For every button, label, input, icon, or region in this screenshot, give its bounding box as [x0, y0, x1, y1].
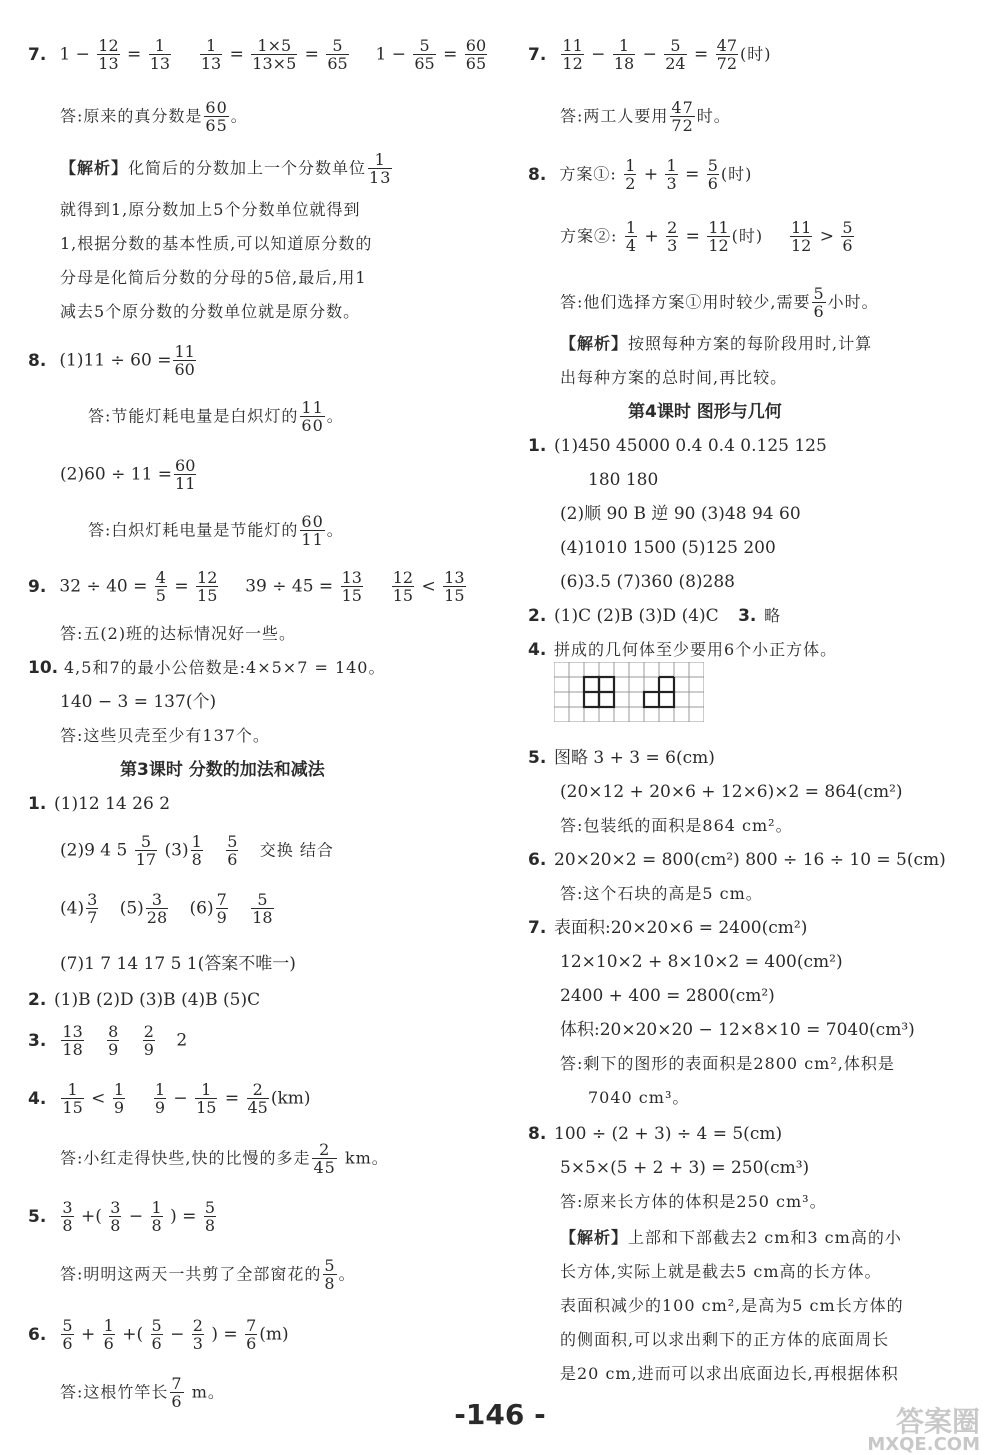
s4q8-line1: 8. 100 ÷ (2 + 3) ÷ 4 = 5(cm): [528, 1124, 783, 1144]
s4q8-answer: 答:原来长方体的体积是250 cm³。: [560, 1192, 827, 1211]
analysis-line: 1,根据分数的基本性质,可以知道原分数的: [60, 234, 373, 253]
fraction: $\frac{5}{6}$: [813, 284, 825, 321]
fraction: $\frac{5}{24}$: [665, 36, 686, 73]
fraction: $\frac{1\times 5}{13\times 5}$: [252, 36, 297, 73]
s4q7-line1: 7. 表面积:20×20×6 = 2400(cm²): [528, 918, 808, 938]
analysis-line: 减去5个原分数的分数单位就是原分数。: [60, 302, 361, 321]
s4q2: 2. (1)C (2)B (3)D (4)C 3. 略: [528, 606, 782, 626]
r-q7: 7. $\frac{11}{12}$ − $\frac{1}{18}$ − $\frac{5}{24}$ = $\frac{47}{72}$ (时): [528, 36, 772, 73]
watermark-logo: 答案圈 MXQE.COM: [867, 1405, 980, 1455]
fraction: $\frac{1}{13}$: [149, 36, 171, 73]
s4q1-line1: 1. (1)450 45000 0.4 0.4 0.125 125: [528, 436, 827, 456]
q9-equation: 9. 32 ÷ 40 = $\frac{4}{5}$ = $\frac{12}{15}$ 39 ÷ 45 = $\frac{13}{15}$ $\frac{12}{15}$ < $\frac{13}{15}$: [28, 568, 465, 605]
s3q1-line1: 1. (1)12 14 26 2: [28, 794, 171, 814]
s3q1-line3: (4) $\frac{3}{7}$ (5) $\frac{3}{28}$ (6) $\frac{7}{9}$ $\frac{5}{18}$: [60, 890, 273, 927]
q8-answer1: 答:节能灯耗电量是白炽灯的 $\frac{11}{60}$ 。: [88, 398, 344, 435]
s3q4-answer: 答:小红走得快些,快的比慢的多走 $\frac{2}{45}$ km。: [60, 1140, 389, 1177]
s4q1-line3: (2)顺 90 B 逆 90 (3)48 94 60: [560, 504, 801, 524]
fraction: $\frac{5}{8}$: [204, 1198, 216, 1235]
fraction: $\frac{47}{72}$: [716, 36, 738, 73]
fraction: $\frac{1}{4}$: [625, 218, 636, 255]
s3q4: 4. $\frac{1}{15}$ < $\frac{1}{9}$ $\frac{1}{9}$ − $\frac{1}{15}$ = $\frac{2}{45}$ (km): [28, 1080, 311, 1117]
q10-answer: 答:这些贝壳至少有137个。: [60, 726, 270, 745]
fraction: $\frac{7}{6}$: [246, 1316, 257, 1353]
question-number: 9.: [28, 576, 47, 597]
fraction: $\frac{5}{65}$: [327, 36, 348, 73]
question-number: 6.: [528, 850, 547, 870]
r-q7-answer: 答:两工人要用 $\frac{47}{72}$ 时。: [560, 98, 731, 135]
r-q8-plan1: 8. 方案①: $\frac{1}{2}$ + $\frac{1}{3}$ = $\frac{5}{6}$ (时): [528, 156, 753, 193]
fraction: $\frac{1}{13}$: [369, 150, 392, 187]
fraction: $\frac{5}{6}$: [151, 1316, 162, 1353]
analysis-line: 的侧面积,可以求出剩下的正方体的底面周长: [560, 1330, 890, 1349]
question-number: 5.: [28, 1206, 47, 1227]
s4q8-line2: 5×5×(5 + 2 + 3) = 250(cm³): [560, 1158, 810, 1178]
question-number: 5.: [528, 748, 547, 768]
q8-answer2: 答:白炽灯耗电量是节能灯的 $\frac{60}{11}$ 。: [88, 512, 344, 549]
section-title: 第3课时 分数的加法和减法: [120, 760, 325, 780]
fraction: $\frac{5}{6}$: [62, 1316, 73, 1353]
section-title: 第4课时 图形与几何: [628, 402, 782, 422]
fraction: $\frac{11}{12}$: [562, 36, 583, 73]
fraction: $\frac{5}{8}$: [324, 1256, 336, 1293]
question-number: 10.: [28, 658, 59, 678]
fraction: $\frac{1}{13}$: [200, 36, 222, 73]
s3q1-line4: (7)1 7 14 17 5 1(答案不唯一): [60, 954, 296, 974]
question-number: 3.: [28, 1030, 47, 1051]
fraction: $\frac{11}{12}$: [708, 218, 729, 255]
fraction: $\frac{3}{7}$: [87, 890, 98, 927]
s4q4: 4. 拼成的几何体至少要用6个小正方体。: [528, 640, 838, 660]
s3q2: 2. (1)B (2)D (3)B (4)B (5)C: [28, 990, 261, 1010]
s4q7-line4: 体积:20×20×20 − 12×8×10 = 7040(cm³): [560, 1020, 915, 1040]
s3q6: 6. $\frac{5}{6}$ + $\frac{1}{6}$ +( $\frac{5}{6}$ − $\frac{2}{3}$ ) = $\frac{7}{6}$ (m): [28, 1316, 289, 1353]
s4q7-answer-cont: 7040 cm³。: [588, 1088, 690, 1107]
q10-line2: 140 − 3 = 137(个): [60, 692, 217, 712]
fraction: $\frac{1}{8}$: [151, 1198, 162, 1235]
fraction: $\frac{5}{65}$: [414, 36, 435, 73]
fraction: $\frac{5}{18}$: [252, 890, 273, 927]
fraction: $\frac{5}{6}$: [842, 218, 853, 255]
s4q7-line2: 12×10×2 + 8×10×2 = 400(cm²): [560, 952, 843, 972]
fraction: $\frac{1}{8}$: [191, 832, 202, 869]
q8-part2: (2)60 ÷ 11 = $\frac{60}{11}$: [60, 456, 196, 493]
question-number: 6.: [28, 1324, 47, 1345]
fraction: $\frac{60}{65}$: [205, 98, 228, 135]
fraction: $\frac{5}{17}$: [135, 832, 157, 869]
question-number: 8.: [528, 164, 547, 185]
page-number: -146 -: [454, 1398, 546, 1431]
question-number: 4.: [528, 640, 547, 660]
s3q1-line2: (2)9 4 5 $\frac{5}{17}$ (3) $\frac{1}{8}$ $\frac{5}{6}$ 交换 结合: [60, 832, 334, 869]
fraction: $\frac{1}{2}$: [625, 156, 636, 193]
s4q6-answer: 答:这个石块的高是5 cm。: [560, 884, 763, 903]
fraction: $\frac{13}{18}$: [62, 1022, 83, 1059]
q7-answer: 答:原来的真分数是 $\frac{60}{65}$ 。: [60, 98, 248, 135]
fraction: $\frac{60}{11}$: [175, 456, 196, 493]
s4q1-line4: (4)1010 1500 (5)125 200: [560, 538, 776, 558]
question-number: 8.: [528, 1124, 547, 1144]
fraction: $\frac{60}{65}$: [465, 36, 487, 73]
fraction: $\frac{11}{12}$: [790, 218, 812, 255]
q10-line1: 10. 4,5和7的最小公倍数是:4×5×7 = 140。: [28, 658, 386, 678]
s4q1-line5: (6)3.5 (7)360 (8)288: [560, 572, 735, 592]
s4q5-line2: (20×12 + 20×6 + 12×6)×2 = 864(cm²): [560, 782, 903, 802]
s4q5-answer: 答:包装纸的面积是864 cm²。: [560, 816, 793, 835]
fraction: $\frac{13}{15}$: [341, 568, 362, 605]
analysis-line: 分母是化简后分数的分母的5倍,最后,用1: [60, 268, 367, 287]
analysis-line: 就得到1,原分数加上5个分数单位就得到: [60, 200, 361, 219]
fraction: $\frac{1}{9}$: [113, 1080, 125, 1117]
fraction: $\frac{2}{3}$: [667, 218, 678, 255]
fraction: $\frac{13}{15}$: [444, 568, 465, 605]
analysis-line: 表面积减少的100 cm²,是高为5 cm长方体的: [560, 1296, 904, 1315]
question-number: 4.: [28, 1088, 47, 1109]
analysis-line: 长方体,实际上就是截去5 cm高的长方体。: [560, 1262, 882, 1281]
fraction: $\frac{1}{9}$: [154, 1080, 166, 1117]
fraction: $\frac{12}{15}$: [197, 568, 218, 605]
fraction: $\frac{2}{45}$: [313, 1140, 336, 1177]
question-number: 2.: [28, 990, 47, 1010]
question-number: 7.: [28, 44, 47, 65]
fraction: $\frac{1}{3}$: [666, 156, 677, 193]
fraction: $\frac{5}{6}$: [707, 156, 718, 193]
q7-equation: 7. 1 − $\frac{12}{13}$ = $\frac{1}{13}$ $\frac{1}{13}$ = $\frac{1\times 5}{13\times 5}$ = $\frac{5}{65}$ 1 − $\frac{5}{65}$ = $\frac{60}{65}$: [28, 36, 487, 73]
fraction: $\frac{12}{13}$: [98, 36, 119, 73]
fraction: $\frac{11}{60}$: [301, 398, 324, 435]
s4q5-line1: 5. 图略 3 + 3 = 6(cm): [528, 748, 715, 768]
s3q5: 5. $\frac{3}{8}$ +( $\frac{3}{8}$ − $\frac{1}{8}$ ) = $\frac{5}{8}$: [28, 1198, 216, 1235]
r-q8-answer: 答:他们选择方案①用时较少,需要 $\frac{5}{6}$ 小时。: [560, 284, 879, 321]
fraction: $\frac{3}{28}$: [146, 890, 168, 927]
fraction: $\frac{7}{9}$: [216, 890, 227, 927]
fraction: $\frac{60}{11}$: [301, 512, 324, 549]
s4q6-line1: 6. 20×20×2 = 800(cm²) 800 ÷ 16 ÷ 10 = 5(cm): [528, 850, 946, 870]
fraction: $\frac{3}{8}$: [110, 1198, 121, 1235]
q8-part1: 8. (1)11 ÷ 60 = $\frac{11}{60}$: [28, 342, 195, 379]
fraction: $\frac{12}{15}$: [392, 568, 414, 605]
fraction: $\frac{1}{6}$: [103, 1316, 114, 1353]
cube-view-grid-figure: [554, 662, 704, 722]
s4q1-line2: 180 180: [588, 470, 659, 490]
r-q8-plan2: 方案②: $\frac{1}{4}$ + $\frac{2}{3}$ = $\frac{11}{12}$ (时) $\frac{11}{12}$ > $\frac{5}{6}$: [560, 218, 853, 255]
analysis-line: 出每种方案的总时间,再比较。: [560, 368, 788, 387]
fraction: $\frac{11}{60}$: [174, 342, 195, 379]
s3q3: 3. $\frac{13}{18}$ $\frac{8}{9}$ $\frac{2}{9}$ 2: [28, 1022, 188, 1059]
r-q8-analysis: 【解析】按照每种方案的每阶段用时,计算: [560, 334, 873, 353]
s3q5-answer: 答:明明这两天一共剪了全部窗花的 $\frac{5}{8}$ 。: [60, 1256, 356, 1293]
fraction: $\frac{1}{15}$: [196, 1080, 217, 1117]
fraction: $\frac{1}{18}$: [613, 36, 635, 73]
fraction: $\frac{2}{45}$: [247, 1080, 268, 1117]
fraction: $\frac{2}{3}$: [192, 1316, 203, 1353]
q7-analysis: 【解析】化简后的分数加上一个分数单位 $\frac{1}{13}$: [60, 150, 392, 187]
question-number: 2.: [528, 606, 547, 626]
fraction: $\frac{7}{6}$: [171, 1374, 183, 1411]
question-number: 1.: [528, 436, 547, 456]
fraction: $\frac{5}{6}$: [227, 832, 238, 869]
fraction: $\frac{47}{72}$: [671, 98, 694, 135]
fraction: $\frac{3}{8}$: [62, 1198, 73, 1235]
s4q7-answer: 答:剩下的图形的表面积是2800 cm²,体积是: [560, 1054, 895, 1073]
q9-answer: 答:五(2)班的达标情况好一些。: [60, 624, 297, 643]
fraction: $\frac{2}{9}$: [143, 1022, 154, 1059]
question-number: 8.: [28, 350, 47, 371]
fraction: $\frac{4}{5}$: [155, 568, 166, 605]
analysis-line: 是20 cm,进而可以求出底面边长,再根据体积: [560, 1364, 899, 1383]
s3q6-answer: 答:这根竹竿长 $\frac{7}{6}$ m。: [60, 1374, 225, 1411]
fraction: $\frac{8}{9}$: [108, 1022, 119, 1059]
question-number: 7.: [528, 44, 547, 65]
question-number: 1.: [28, 794, 47, 814]
fraction: $\frac{1}{15}$: [62, 1080, 83, 1117]
s4q7-line3: 2400 + 400 = 2800(cm²): [560, 986, 775, 1006]
s4q8-analysis: 【解析】上部和下部截去2 cm和3 cm高的小: [560, 1228, 902, 1247]
question-number: 7.: [528, 918, 547, 938]
